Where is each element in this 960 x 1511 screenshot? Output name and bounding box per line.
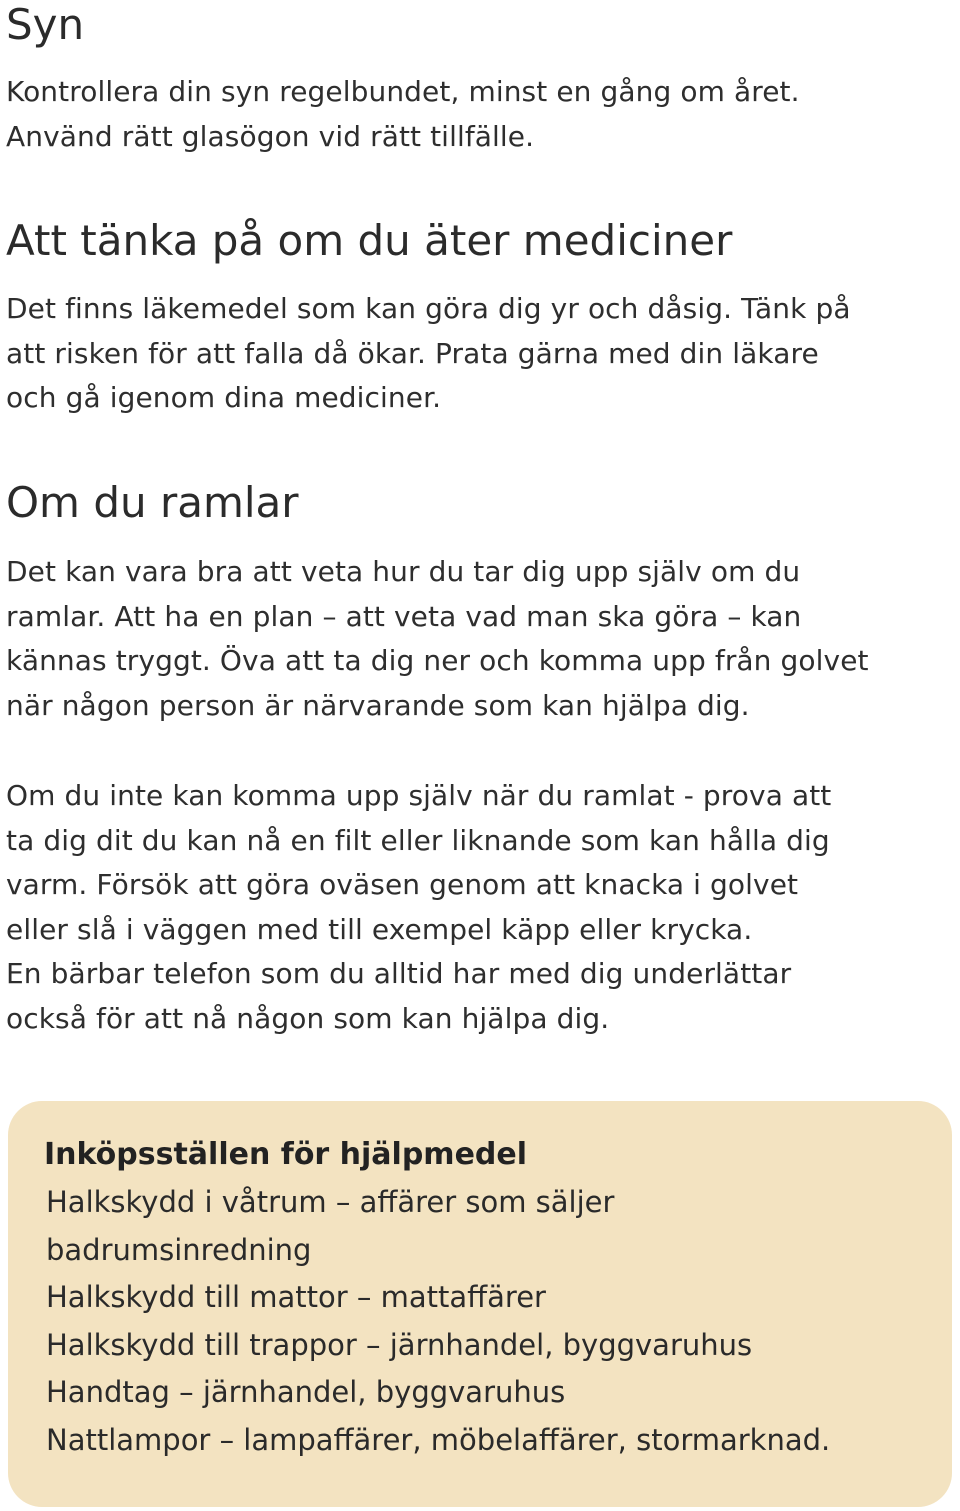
list-item: Halkskydd i våtrum – affärer som säljer xyxy=(46,1185,615,1219)
text-line: när någon person är närvarande som kan hjälpa dig. xyxy=(6,688,750,722)
paragraph-mediciner xyxy=(6,287,851,421)
text-line: eller slå i väggen med till exempel käpp eller krycka. xyxy=(6,912,753,946)
list-item: Halkskydd till trappor – järnhandel, byggvaruhus xyxy=(46,1327,753,1362)
heading-syn: Syn xyxy=(6,0,85,49)
list-item: Halkskydd till mattor – mattaffärer xyxy=(46,1280,546,1314)
list-item: badrumsinredning xyxy=(46,1232,312,1267)
list-item: Handtag – järnhandel, byggvaruhus xyxy=(46,1375,566,1409)
text-line: Det finns läkemedel som kan göra dig yr och dåsig. Tänk på xyxy=(6,292,851,325)
text-line: ta dig dit du kan nå en filt eller liknande som kan hålla dig xyxy=(6,823,830,857)
info-box-title: Inköpsställen för hjälpmedel xyxy=(44,1137,528,1172)
text-line: att risken för att falla då ökar. Prata gärna med din läkare xyxy=(6,336,819,370)
paragraph-ramlar-2 xyxy=(6,774,831,1042)
text-line: Kontrollera din syn regelbundet, minst en gång om året. xyxy=(6,75,800,108)
info-box xyxy=(8,1101,952,1507)
text-line: Använd rätt glasögon vid rätt tillfälle. xyxy=(6,119,535,153)
text-line: varm. Försök att göra oväsen genom att knacka i golvet xyxy=(6,868,799,902)
text-line: Det kan vara bra att veta hur du tar dig upp själv om du xyxy=(6,555,801,588)
text-line: kännas tryggt. Öva att ta dig ner och komma upp från golvet xyxy=(6,644,869,678)
text-line: också för att nå någon som kan hjälpa dig. xyxy=(6,1001,610,1035)
text-line: ramlar. Att ha en plan – att veta vad man ska göra – kan xyxy=(6,599,802,633)
list-item: Nattlampor – lampaffärer, möbelaffärer, stormarknad. xyxy=(46,1422,831,1457)
text-line: och gå igenom dina mediciner. xyxy=(6,381,442,415)
text-line: En bärbar telefon som du alltid har med dig underlättar xyxy=(6,957,792,991)
heading-mediciner: Att tänka på om du äter mediciner xyxy=(6,216,733,265)
heading-ramlar: Om du ramlar xyxy=(6,478,299,527)
text-line: Om du inte kan komma upp själv när du ramlat - prova att xyxy=(6,779,832,812)
paragraph-syn xyxy=(6,70,800,159)
info-box-list xyxy=(46,1179,830,1464)
paragraph-ramlar-1 xyxy=(6,550,869,728)
